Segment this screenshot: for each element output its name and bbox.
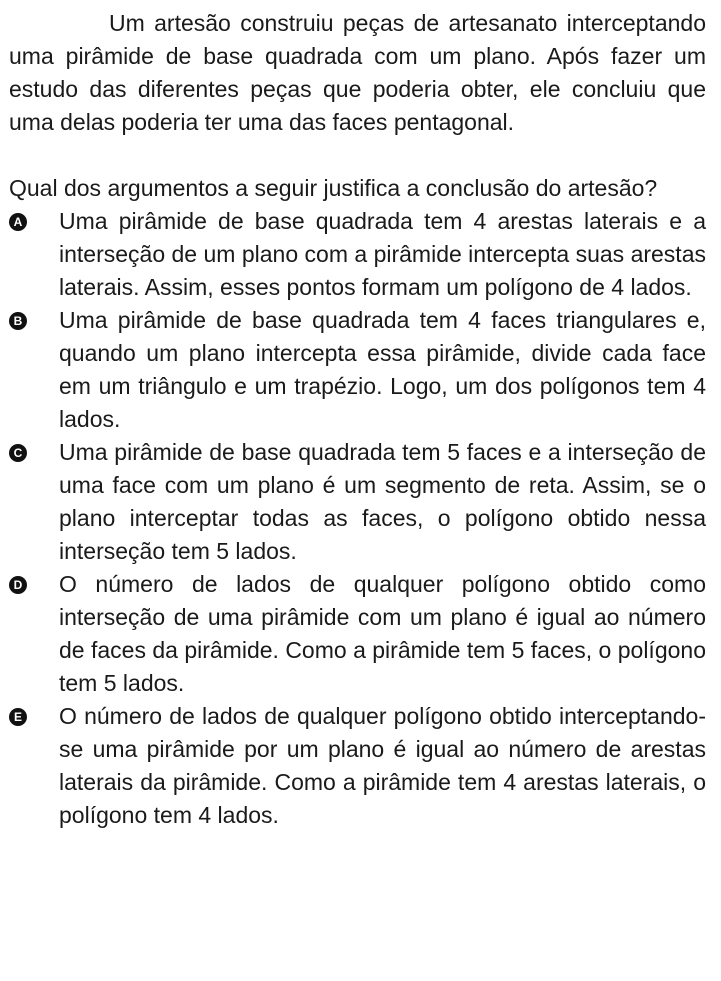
option-letter-badge: E: [9, 708, 27, 726]
option-text: Uma pirâmide de base quadrada tem 4 arestas laterais e a interseção de um plano com a pirâmide intercepta suas arestas laterais. Assim, esses pontos formam um polígono de 4 lados.: [59, 208, 706, 300]
answer-options: [9, 205, 706, 832]
option-text: Uma pirâmide de base quadrada tem 5 faces e a interseção de uma face com um plano é um segmento de reta. Assim, se o plano interceptar todas as faces, o polígono obtido nessa interseção tem 5 lados.: [59, 439, 706, 564]
question-page: [9, 7, 706, 832]
answer-option-d[interactable]: [9, 568, 706, 700]
option-letter-badge: D: [9, 576, 27, 594]
option-letter-badge: A: [9, 213, 27, 231]
answer-option-c[interactable]: [9, 436, 706, 568]
question-prompt: Qual dos argumentos a seguir justifica a conclusão do artesão?: [9, 175, 658, 201]
option-text: O número de lados de qualquer polígono obtido como interseção de uma pirâmide com um plano é igual ao número de faces da pirâmide. Como a pirâmide tem 5 faces, o polígono tem 5 lados.: [59, 571, 706, 696]
option-letter-badge: C: [9, 444, 27, 462]
option-text: Uma pirâmide de base quadrada tem 4 faces triangulares e, quando um plano intercepta essa pirâmide, divide cada face em um triângulo e um trapézio. Logo, um dos polígonos tem 4 lados.: [59, 307, 706, 432]
option-text: O número de lados de qualquer polígono obtido interceptando-se uma pirâmide por um plano é igual ao número de arestas laterais da pirâmide. Como a pirâmide tem 4 arestas laterais, o polígono tem 4 lados.: [59, 703, 706, 828]
answer-option-b[interactable]: [9, 304, 706, 436]
answer-option-e[interactable]: [9, 700, 706, 832]
option-letter-badge: B: [9, 312, 27, 330]
answer-option-a[interactable]: [9, 205, 706, 304]
question-statement: Um artesão construiu peças de artesanato interceptando uma pirâmide de base quadrada com um plano. Após fazer um estudo das diferentes peças que poderia obter, ele concluiu que uma delas poderia ter uma das faces pentagonal.: [9, 10, 706, 135]
